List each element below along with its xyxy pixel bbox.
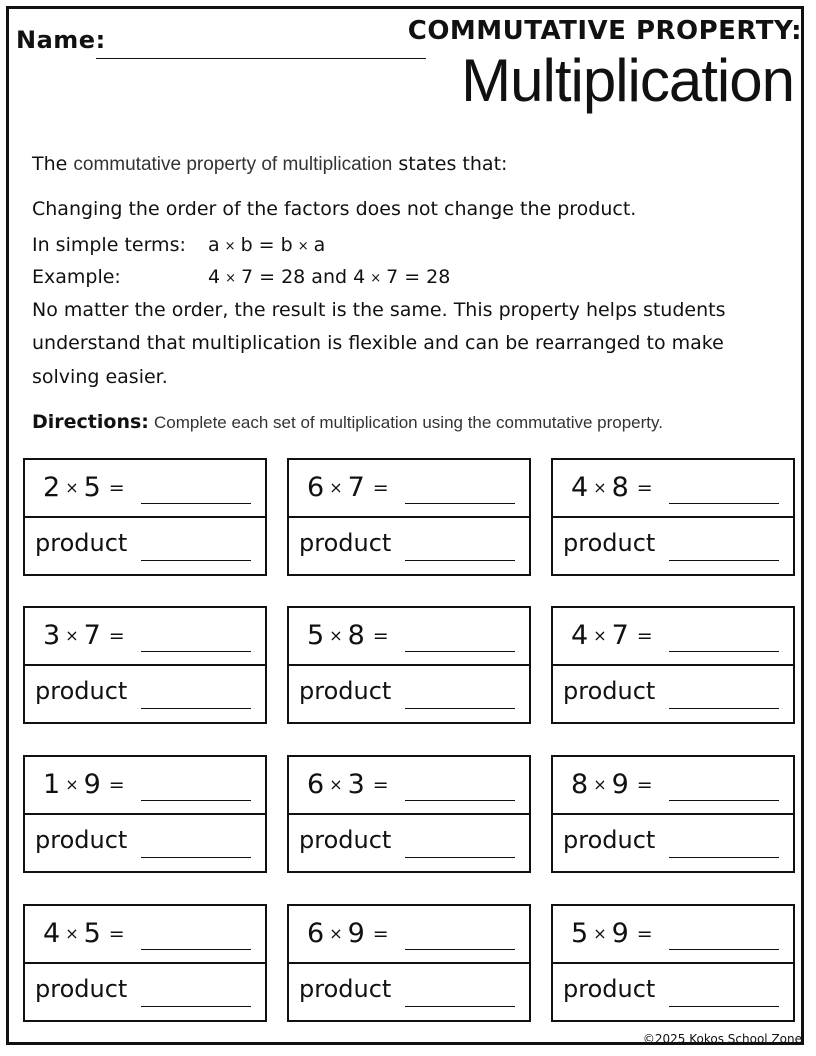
equals-symbol: = (636, 923, 653, 945)
intro-line-6: solving easier. (32, 366, 168, 388)
times-symbol: × (329, 924, 343, 943)
equation (43, 769, 125, 800)
example-label: Example: (32, 266, 121, 288)
equation-row (553, 460, 793, 518)
factor-a: 5 (307, 620, 325, 651)
simple-terms-row (32, 234, 325, 256)
times-symbol: × (297, 239, 309, 254)
product-label: product (299, 975, 392, 1003)
equation-row (289, 608, 529, 666)
times-symbol: × (593, 775, 607, 794)
directions-label: Directions: (32, 411, 149, 433)
times-symbol: × (65, 775, 79, 794)
factor-b: 3 (347, 769, 365, 800)
factor-b: 5 (83, 472, 101, 503)
problem-card (551, 458, 795, 576)
product-blank[interactable] (141, 1006, 251, 1007)
simple-terms-label: In simple terms: (32, 234, 186, 256)
equation (307, 918, 389, 949)
answer-blank[interactable] (405, 949, 515, 950)
name-label: Name: (16, 26, 106, 54)
equals-symbol: = (372, 774, 389, 796)
intro-lead-term: commutative property of multiplication (73, 154, 393, 175)
example-part-1: 4 (208, 266, 221, 288)
times-symbol: × (329, 478, 343, 497)
product-blank[interactable] (141, 560, 251, 561)
answer-blank[interactable] (669, 949, 779, 950)
intro-line-5: understand that multiplication is flexible and can be rearranged to make (32, 332, 724, 354)
product-label: product (299, 529, 392, 557)
factor-a: 6 (307, 769, 325, 800)
factor-b: 8 (347, 620, 365, 651)
worksheet-title: Multiplication (461, 47, 794, 114)
problem-card (551, 755, 795, 873)
intro-line-4: No matter the order, the result is the same. This property helps students (32, 299, 726, 321)
equals-symbol: = (636, 774, 653, 796)
name-input-line[interactable] (96, 58, 426, 59)
times-symbol: × (329, 775, 343, 794)
simple-terms-a: a (208, 234, 220, 256)
product-label: product (35, 975, 128, 1003)
equation (571, 472, 653, 503)
equation (43, 472, 125, 503)
equals-symbol: = (108, 625, 125, 647)
equation (571, 918, 653, 949)
factor-a: 3 (43, 620, 61, 651)
times-symbol: × (224, 239, 236, 254)
product-blank[interactable] (669, 560, 779, 561)
answer-blank[interactable] (141, 949, 251, 950)
times-symbol: × (370, 271, 382, 286)
equation (43, 620, 125, 651)
problem-card (287, 755, 531, 873)
product-label: product (563, 826, 656, 854)
factor-b: 9 (347, 918, 365, 949)
product-blank[interactable] (405, 857, 515, 858)
equation-row (25, 608, 265, 666)
factor-a: 4 (43, 918, 61, 949)
answer-blank[interactable] (141, 651, 251, 652)
equals-symbol: = (636, 477, 653, 499)
equation (571, 620, 653, 651)
problem-card (287, 904, 531, 1022)
problem-card (23, 606, 267, 724)
simple-terms-c: a (313, 234, 326, 256)
product-blank[interactable] (405, 708, 515, 709)
problem-card (23, 458, 267, 576)
equation (571, 769, 653, 800)
equation-row (553, 608, 793, 666)
answer-blank[interactable] (405, 800, 515, 801)
factor-b: 7 (611, 620, 629, 651)
factor-b: 8 (611, 472, 629, 503)
product-label: product (35, 826, 128, 854)
times-symbol: × (593, 924, 607, 943)
equation-row (289, 460, 529, 518)
factor-a: 4 (571, 472, 589, 503)
simple-terms-b: b = b (240, 234, 293, 256)
copyright: ©2025 Kokos School Zone (642, 1032, 802, 1046)
factor-a: 8 (571, 769, 589, 800)
problem-card (551, 606, 795, 724)
equals-symbol: = (372, 923, 389, 945)
equation-row (289, 906, 529, 964)
factor-b: 9 (83, 769, 101, 800)
answer-blank[interactable] (141, 800, 251, 801)
intro-lead (32, 155, 507, 174)
equation-row (25, 906, 265, 964)
answer-blank[interactable] (669, 503, 779, 504)
intro-lead-end: states that: (398, 153, 508, 175)
equation-row (25, 460, 265, 518)
factor-a: 2 (43, 472, 61, 503)
equals-symbol: = (372, 477, 389, 499)
product-blank[interactable] (669, 1006, 779, 1007)
product-label: product (563, 529, 656, 557)
times-symbol: × (329, 626, 343, 645)
answer-blank[interactable] (405, 503, 515, 504)
times-symbol: × (225, 271, 236, 286)
product-blank[interactable] (141, 857, 251, 858)
equation (307, 769, 389, 800)
product-label: product (563, 677, 656, 705)
factor-b: 7 (347, 472, 365, 503)
times-symbol: × (593, 626, 607, 645)
product-label: product (35, 529, 128, 557)
example-part-2: 7 = 28 and 4 (241, 266, 366, 288)
answer-blank[interactable] (141, 503, 251, 504)
directions (32, 411, 663, 433)
factor-a: 6 (307, 472, 325, 503)
product-blank[interactable] (669, 708, 779, 709)
answer-blank[interactable] (405, 651, 515, 652)
product-label: product (563, 975, 656, 1003)
equals-symbol: = (636, 625, 653, 647)
factor-b: 9 (611, 918, 629, 949)
equals-symbol: = (108, 774, 125, 796)
times-symbol: × (65, 478, 79, 497)
equation-row (25, 757, 265, 815)
factor-a: 6 (307, 918, 325, 949)
times-symbol: × (593, 478, 607, 497)
equals-symbol: = (108, 477, 125, 499)
product-blank[interactable] (405, 1006, 515, 1007)
product-blank[interactable] (405, 560, 515, 561)
example-part-3: 7 = 28 (386, 266, 451, 288)
factor-a: 4 (571, 620, 589, 651)
factor-b: 9 (611, 769, 629, 800)
problem-card (23, 904, 267, 1022)
product-label: product (299, 677, 392, 705)
equation (43, 918, 125, 949)
example-row (32, 266, 450, 288)
equation-row (289, 757, 529, 815)
intro-lead-plain: The (32, 153, 68, 175)
factor-a: 5 (571, 918, 589, 949)
equals-symbol: = (108, 923, 125, 945)
equation (307, 620, 389, 651)
equals-symbol: = (372, 625, 389, 647)
product-label: product (299, 826, 392, 854)
times-symbol: × (65, 626, 79, 645)
product-blank[interactable] (141, 708, 251, 709)
worksheet-topic: COMMUTATIVE PROPERTY: (407, 16, 802, 46)
problem-card (287, 458, 531, 576)
answer-blank[interactable] (669, 800, 779, 801)
equation-row (553, 757, 793, 815)
product-label: product (35, 677, 128, 705)
product-blank[interactable] (669, 857, 779, 858)
factor-b: 5 (83, 918, 101, 949)
directions-text: Complete each set of multiplication using the commutative property. (153, 413, 663, 432)
times-symbol: × (65, 924, 79, 943)
problem-card (23, 755, 267, 873)
equation-row (553, 906, 793, 964)
problem-card (287, 606, 531, 724)
factor-b: 7 (83, 620, 101, 651)
factor-a: 1 (43, 769, 61, 800)
equation (307, 472, 389, 503)
problem-card (551, 904, 795, 1022)
problem-grid (23, 458, 795, 1028)
intro-line-1: Changing the order of the factors does not change the product. (32, 198, 637, 220)
answer-blank[interactable] (669, 651, 779, 652)
